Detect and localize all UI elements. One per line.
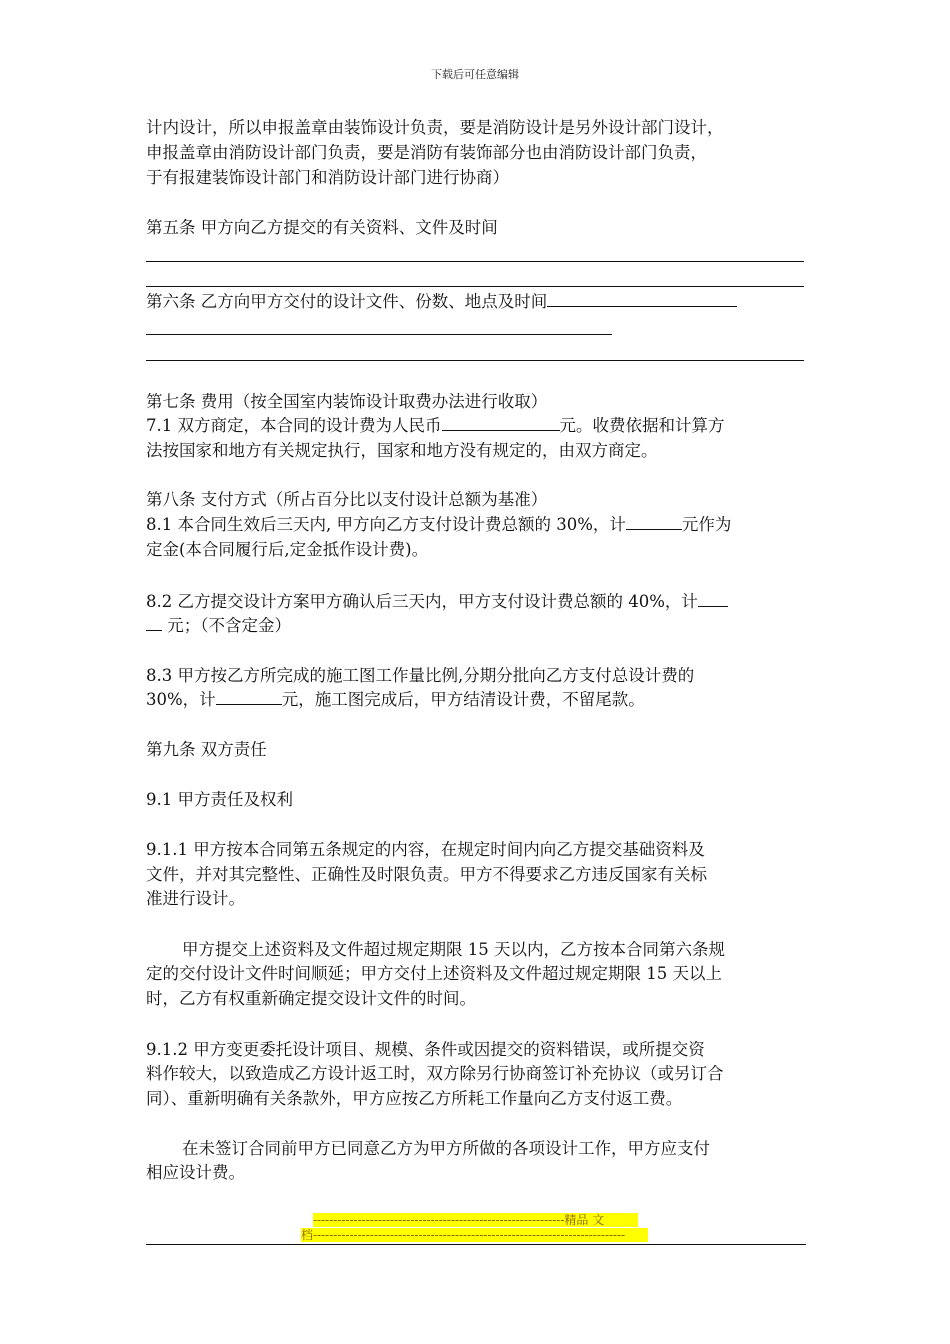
footer-watermark-line-2: 档----------------------------------------------------------------------------- [301,1228,648,1242]
blank-underline [626,513,682,530]
section-9-1-1-line-3: 准进行设计。 [146,889,245,908]
fill-line [146,286,804,287]
blank-underline [442,414,560,431]
delay-clause-line-2: 定的交付设计文件时间顺延；甲方交付上述资料及文件超过规定期限 15 天以上 [146,964,722,983]
footer-rule [146,1244,806,1245]
page-header: 下载后可任意编辑 [431,68,519,81]
intro-line-1: 计内设计，所以申报盖章由装饰设计负责，要是消防设计是另外设计部门设计， [146,118,724,137]
blank-underline [698,590,728,607]
article-8-2-line-2: 元；（不含定金） [146,614,291,638]
article-8-1-line-1: 8.1 本合同生效后三天内, 甲方向乙方支付设计费总额的 30%，计 元作为 [146,515,732,534]
section-9-1-2-line-3: 同）、重新明确有关条款外，甲方应按乙方所耗工作量向乙方支付返工费。 [146,1089,683,1108]
article-8-3-line-1: 8.3 甲方按乙方所完成的施工图工作量比例,分期分批向乙方支付总设计费的 [146,666,695,685]
intro-line-3: 于有报建装饰设计部门和消防设计部门进行协商） [146,168,509,187]
delay-clause-line-3: 时，乙方有权重新确定提交设计文件的时间。 [146,989,476,1008]
section-9-1-2-line-1: 9.1.2 甲方变更委托设计项目、规模、条件或因提交的资料错误，或所提交资 [146,1040,705,1059]
article-7-title: 第七条 费用（按全国室内装饰设计取费办法进行收取） [146,392,548,411]
article-7-line-2: 法按国家和地方有关规定执行，国家和地方没有规定的，由双方商定。 [146,441,658,460]
fill-line [146,360,804,361]
footer-watermark-line-1: --------------------------------------------------------------精品 文 [313,1213,638,1227]
article-6-title: 第六条 乙方向甲方交付的设计文件、份数、地点及时间 [146,290,737,314]
blank-underline [146,614,162,631]
fill-line [146,261,804,262]
section-9-1-2-line-2: 料作较大，以致造成乙方设计返工时，双方除另行协商签订补充协议（或另订合 [146,1064,724,1083]
article-8-2-line-1: 8.2 乙方提交设计方案甲方确认后三天内，甲方支付设计费总额的 40%，计 [146,590,728,614]
article-8-title: 第八条 支付方式（所占百分比以支付设计总额为基准） [146,490,548,509]
presign-clause-line-1: 在未签订合同前甲方已同意乙方为甲方所做的各项设计工作，甲方应支付 [182,1139,710,1158]
intro-line-2: 申报盖章由消防设计部门负责，要是消防有装饰部分也由消防设计部门负责， [146,143,707,162]
delay-clause-line-1: 甲方提交上述资料及文件超过规定期限 15 天以内，乙方按本合同第六条规 [182,940,725,959]
article-5-title: 第五条 甲方向乙方提交的有关资料、文件及时间 [146,218,498,237]
blank-underline [547,290,737,307]
section-9-1-title: 9.1 甲方责任及权利 [146,790,293,809]
section-9-1-1-line-1: 9.1.1 甲方按本合同第五条规定的内容，在规定时间内向乙方提交基础资料及 [146,840,705,859]
blank-underline [216,688,282,705]
article-7-line-1: 7.1 双方商定，本合同的设计费为人民币 元。收费依据和计算方 [146,416,725,435]
section-9-1-1-line-2: 文件，并对其完整性、正确性及时限负责。甲方不得要求乙方违反国家有关标 [146,865,707,884]
article-8-3-line-2: 30%，计 元，施工图完成后，甲方结清设计费，不留尾款。 [146,690,645,709]
presign-clause-line-2: 相应设计费。 [146,1163,245,1182]
article-9-title: 第九条 双方责任 [146,740,267,759]
article-8-1-line-2: 定金(本合同履行后,定金抵作设计费)。 [146,540,429,559]
fill-line [146,334,612,335]
